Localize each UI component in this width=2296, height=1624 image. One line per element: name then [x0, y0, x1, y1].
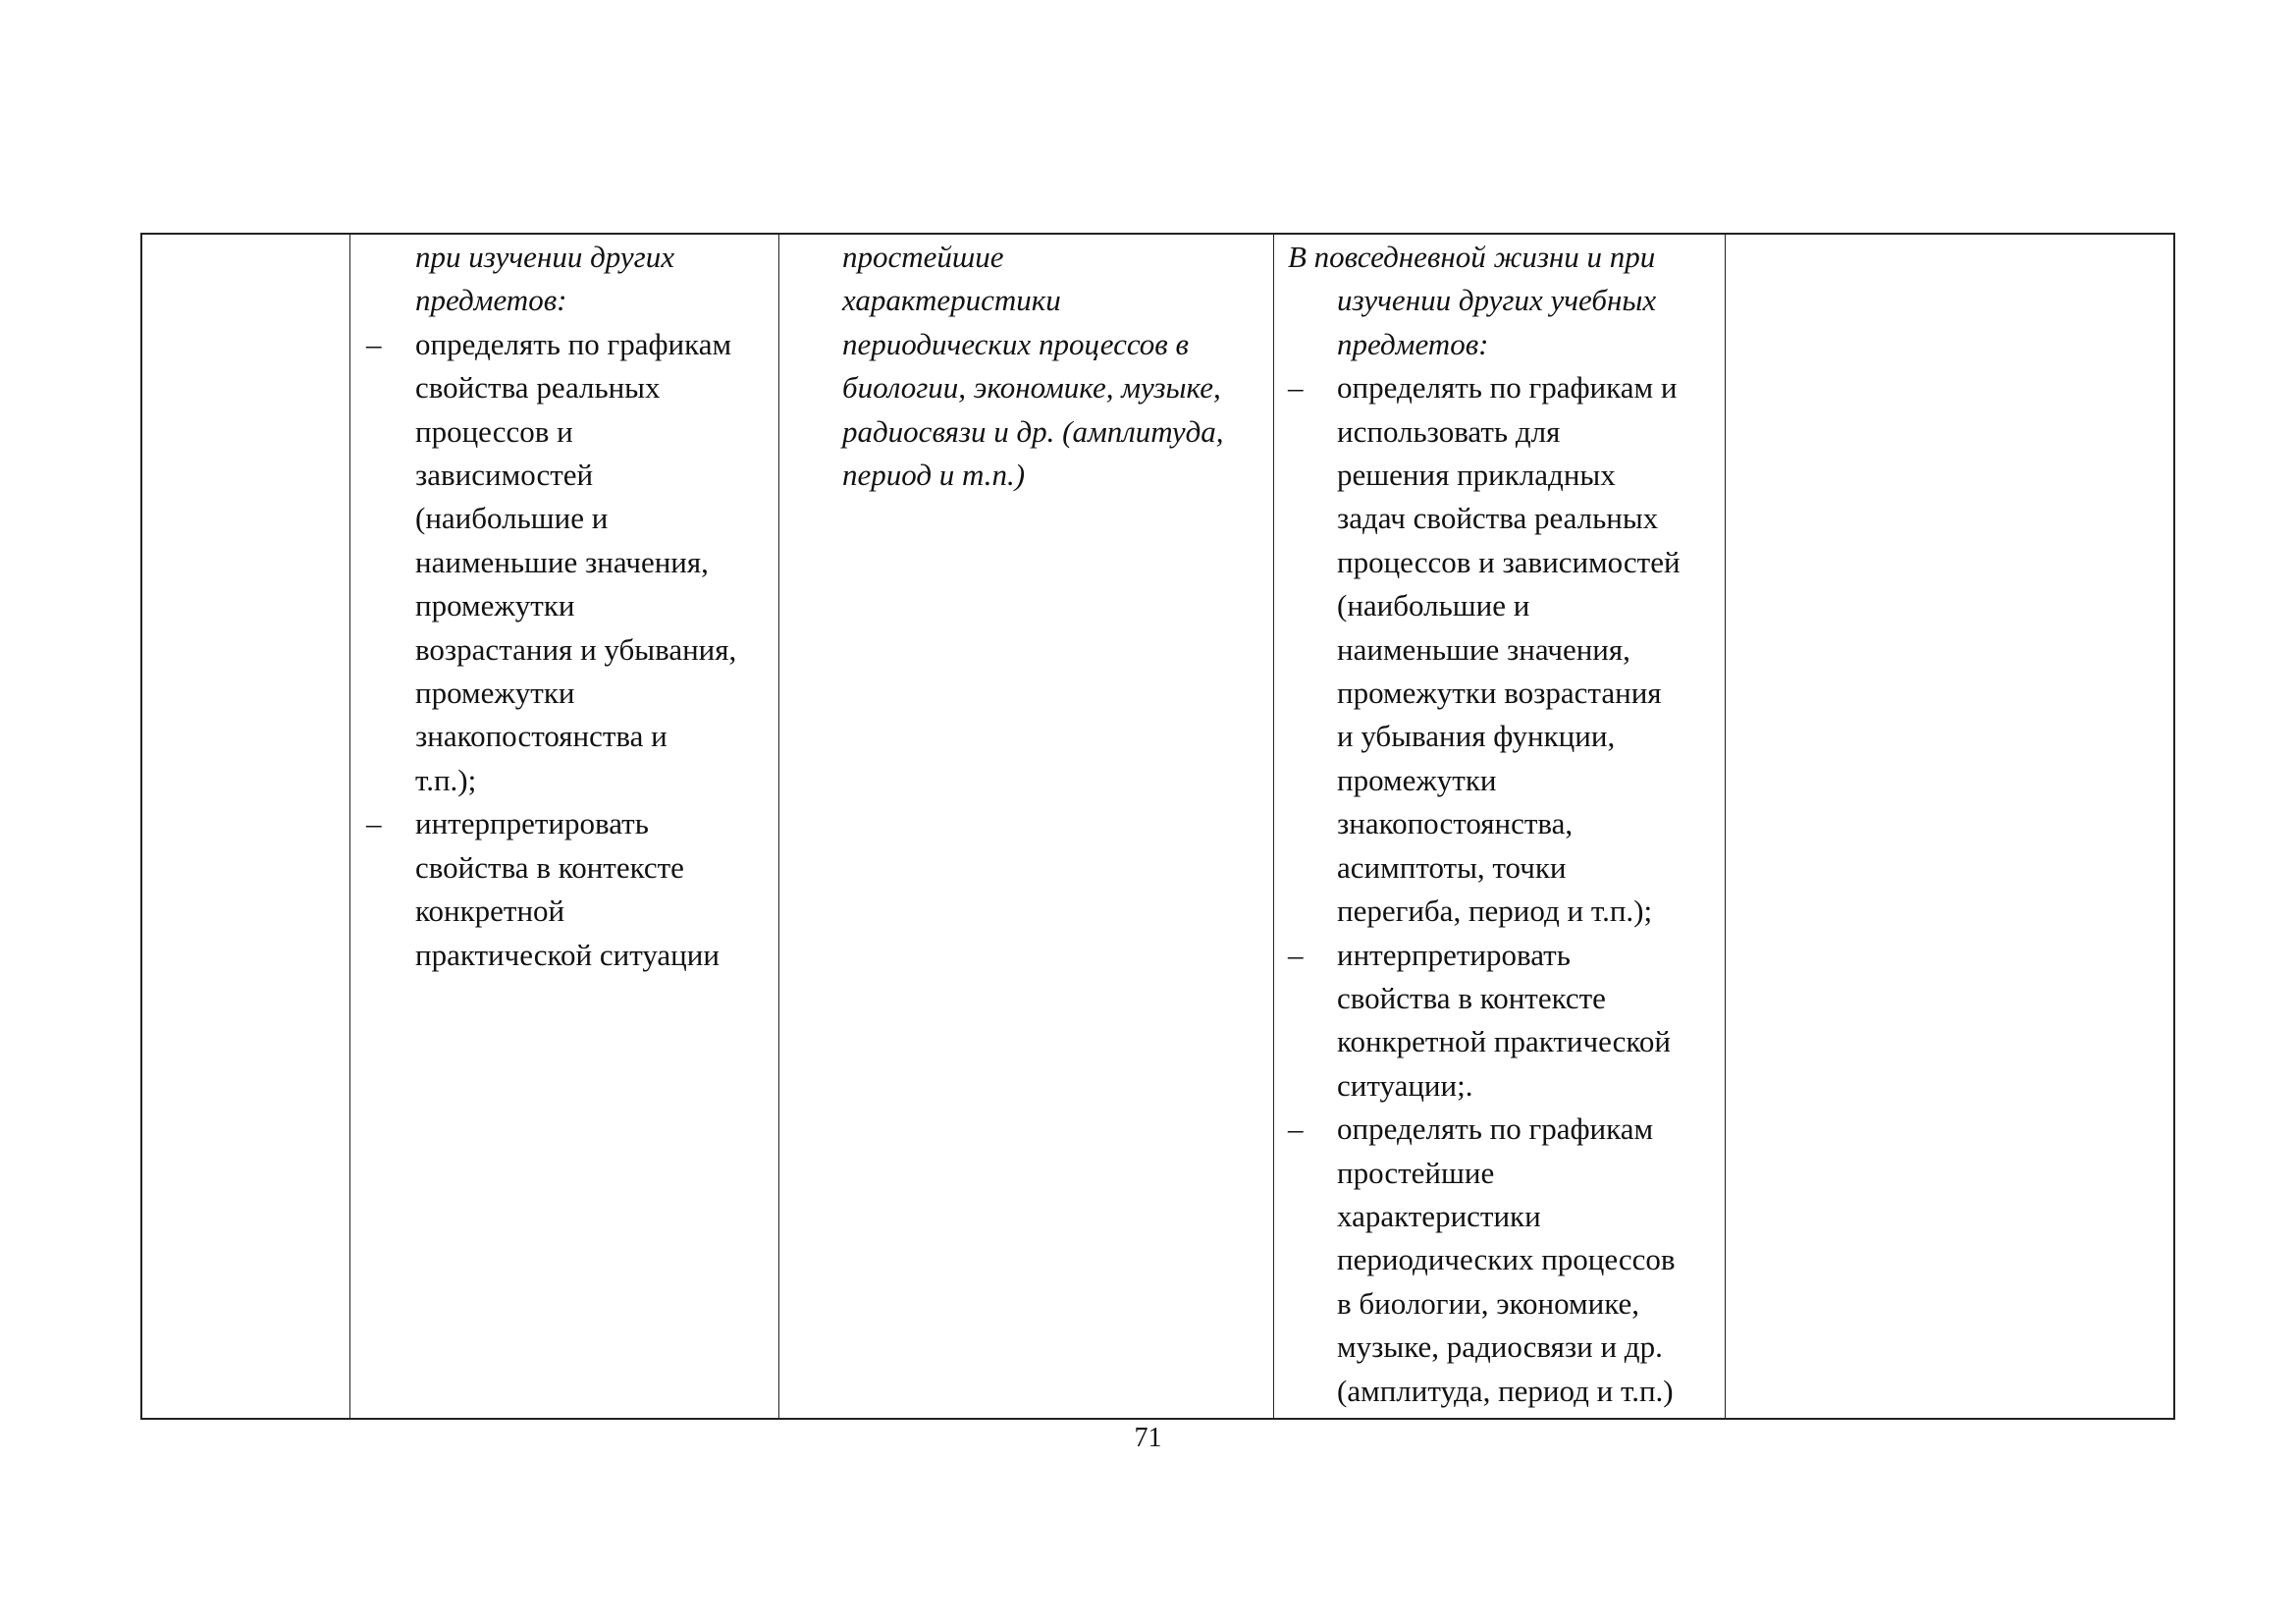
list-item	[1274, 366, 1726, 933]
list-item-line: (наибольшие и	[415, 501, 609, 536]
list-item-line: и убывания функции,	[1337, 719, 1616, 754]
table-cell-col2	[350, 235, 779, 1418]
list-item-line: периодических процессов	[1337, 1242, 1676, 1277]
list-item-line: промежутки	[1337, 762, 1497, 797]
bullet-dash: –	[1288, 370, 1304, 406]
col4-intro-line: В повседневной жизни и при	[1288, 240, 1656, 274]
list-item	[350, 323, 779, 802]
list-item-line: простейшие	[1337, 1155, 1495, 1190]
list-item-line: наименьшие значения,	[1337, 631, 1630, 667]
list-item-line: определять по графикам	[415, 326, 732, 361]
col4-intro-line: изучении других учебных	[1337, 283, 1657, 318]
list-item-line: процессов и	[415, 413, 573, 449]
list-item-line: промежутки возрастания	[1337, 676, 1662, 711]
col2-intro-line: при изучении других	[415, 240, 674, 274]
list-item-line: свойства в контексте	[415, 849, 684, 885]
list-item-line: интерпретировать	[415, 806, 649, 841]
col3-line: период и т.п.)	[842, 458, 1026, 493]
list-item-line: конкретной практической	[1337, 1024, 1671, 1059]
col3-line: простейшие	[842, 240, 1004, 274]
list-item	[1274, 1108, 1726, 1413]
list-item-line: зависимостей	[415, 458, 594, 493]
list-item-line: промежутки	[415, 588, 575, 623]
col3-line: характеристики	[842, 283, 1061, 318]
list-item-line: перегиба, период и т.п.);	[1337, 893, 1653, 929]
list-item-line: знакопостоянства и	[415, 719, 667, 754]
list-item-line: музыке, радиосвязи и др.	[1337, 1329, 1663, 1365]
list-item-line: свойства в контексте	[1337, 980, 1606, 1015]
list-item-line: наименьшие значения,	[415, 544, 709, 579]
list-item-line: практической ситуации	[415, 937, 720, 972]
list-item-line: интерпретировать	[1337, 937, 1571, 972]
bullet-dash: –	[1288, 1111, 1304, 1147]
list-item-line: знакопостоянства,	[1337, 806, 1574, 841]
bullet-dash: –	[366, 806, 382, 841]
list-item	[1274, 934, 1726, 1109]
list-item-line: решения прикладных	[1337, 458, 1616, 493]
list-item-line: определять по графикам	[1337, 1111, 1654, 1147]
list-item-line: характеристики	[1337, 1198, 1541, 1233]
content-table	[140, 233, 2175, 1420]
bullet-dash: –	[1288, 937, 1304, 972]
list-item-line: промежутки	[415, 676, 575, 711]
list-item-line: (наибольшие и	[1337, 588, 1530, 623]
list-item-line: возрастания и убывания,	[415, 631, 737, 667]
list-item-line: асимптоты, точки	[1337, 849, 1567, 885]
col4-intro-line: предметов:	[1337, 326, 1489, 361]
page-number: 71	[1134, 1423, 1162, 1453]
list-item	[350, 802, 779, 977]
list-item-line: в биологии, экономике,	[1337, 1285, 1640, 1321]
list-item-line: (амплитуда, период и т.п.)	[1337, 1373, 1674, 1408]
table-cell-col3	[779, 235, 1274, 1418]
table-cell-col1	[142, 235, 350, 1418]
col3-line: периодических процессов в	[842, 326, 1189, 361]
list-item-line: использовать для	[1337, 413, 1561, 449]
list-item-line: конкретной	[415, 893, 565, 929]
col3-line: биологии, экономике, музыке,	[842, 370, 1221, 406]
list-item-line: определять по графикам и	[1337, 370, 1678, 406]
list-item-line: свойства реальных	[415, 370, 661, 406]
list-item-line: т.п.);	[415, 762, 477, 797]
col3-line: радиосвязи и др. (амплитуда,	[842, 413, 1224, 449]
table-cell-col5	[1726, 235, 2173, 1418]
list-item-line: процессов и зависимостей	[1337, 544, 1681, 579]
list-item-line: ситуации;.	[1337, 1067, 1473, 1103]
table-cell-col4	[1274, 235, 1726, 1418]
col2-intro-line: предметов:	[415, 283, 567, 318]
bullet-dash: –	[366, 326, 382, 361]
list-item-line: задач свойства реальных	[1337, 501, 1659, 536]
